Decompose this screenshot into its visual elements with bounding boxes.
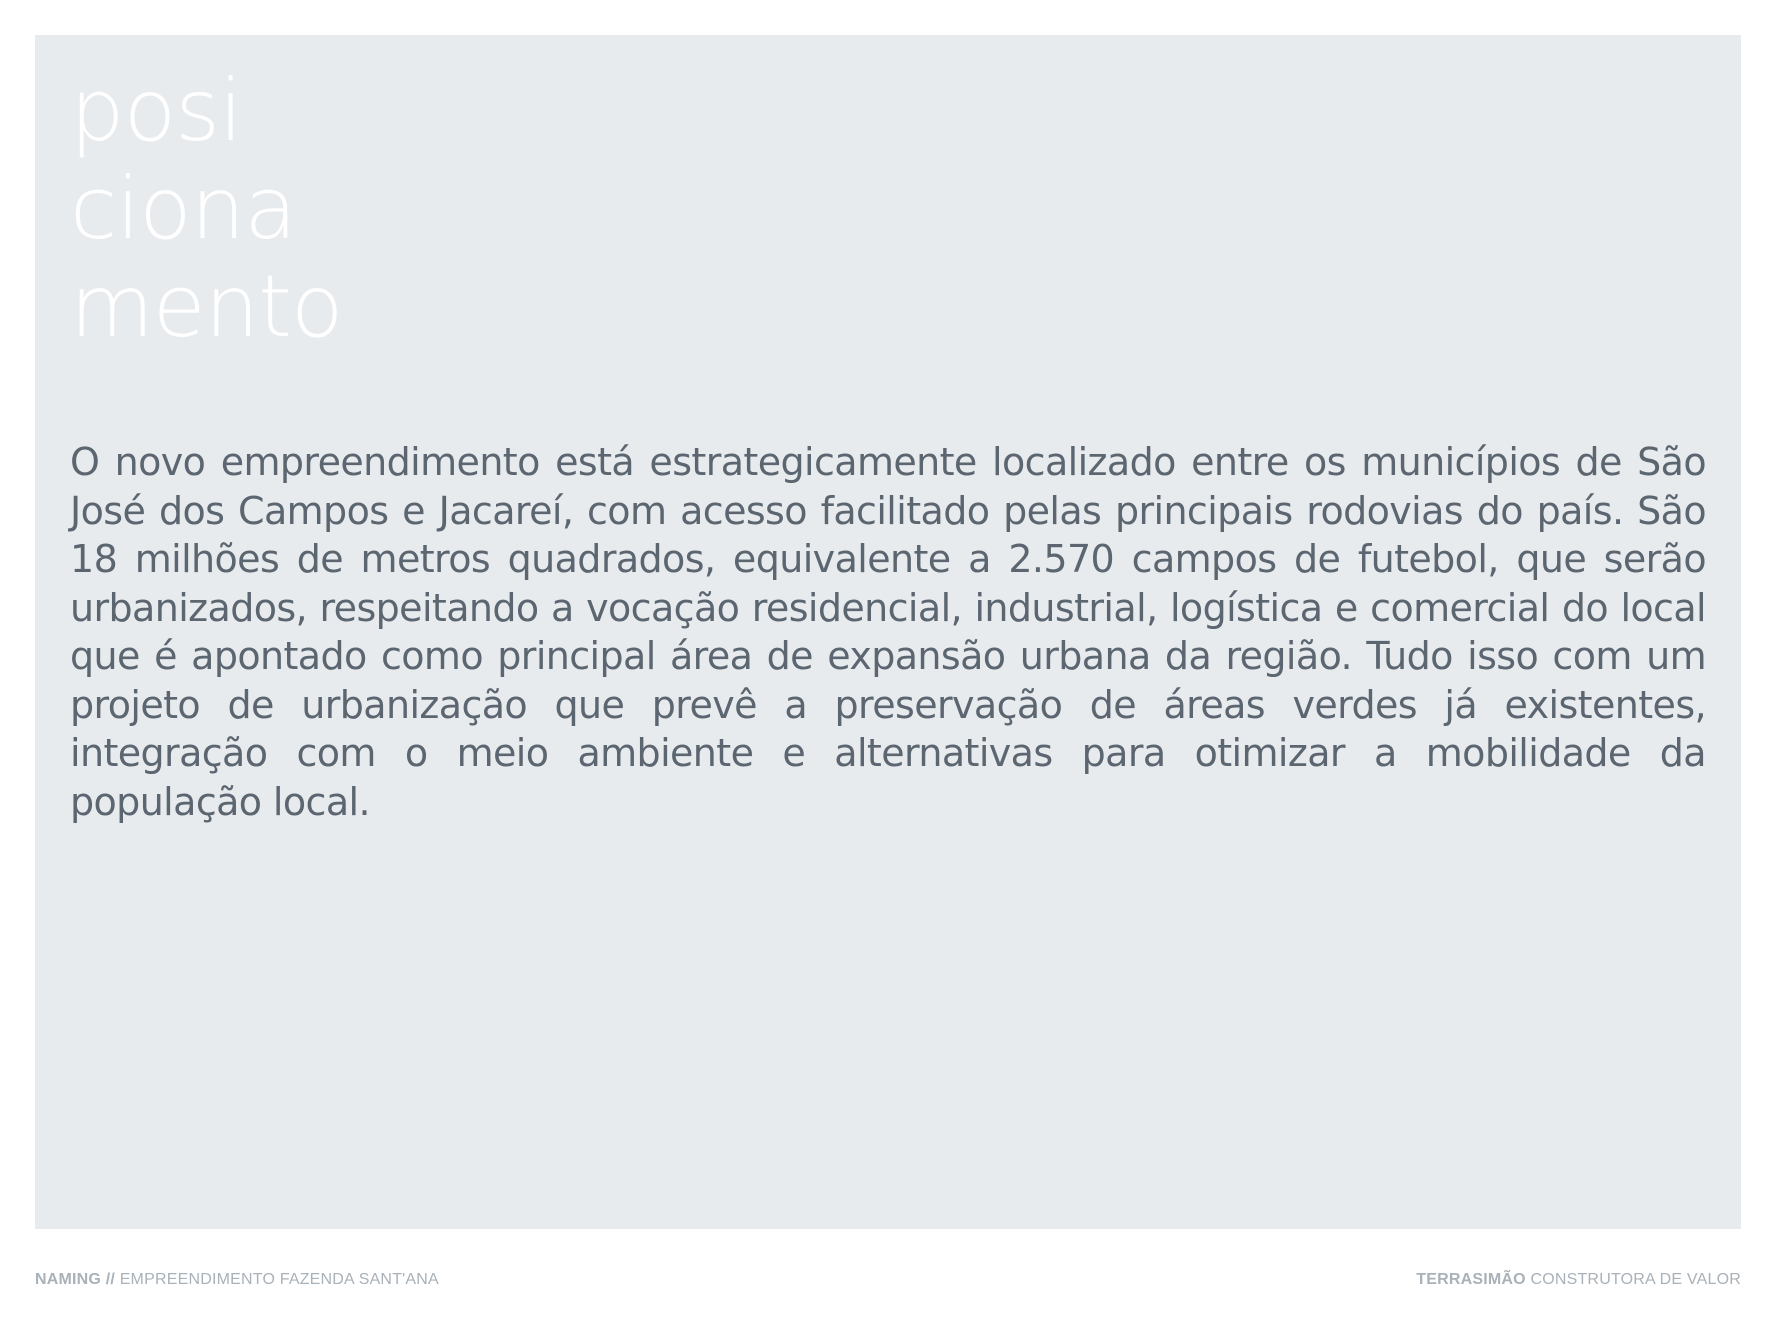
footer-left-text: EMPREENDIMENTO FAZENDA SANT'ANA (119, 1271, 439, 1288)
footer-right (1416, 1270, 1741, 1290)
title-line-1: posi (70, 61, 242, 161)
footer-right-strong: TERRASIMÃO (1416, 1271, 1526, 1288)
title-line-2: ciona (70, 159, 296, 259)
page-title (70, 62, 343, 356)
footer-left-strong: NAMING // (35, 1271, 116, 1288)
footer-right-text: CONSTRUTORA DE VALOR (1530, 1271, 1741, 1288)
footer-left (35, 1270, 439, 1290)
title-line-3: mento (70, 257, 343, 357)
body-paragraph: O novo empreendimento está estrategicamente localizado entre os municípios de São José dos Campos e Jacareí, com acesso facilitado pelas principais rodovias do país. São 18 milhões de metros quadrados, equivalente a 2.570 campos de futebol, que serão urbanizados, respeitando a vocação residencial, industrial, logística e comercial do local que é apontado como principal área de expansão urbana da região. Tudo isso com um projeto de urbanização que prevê a preservação de áreas verdes já existentes, integração com o meio ambiente e alternativas para otimizar a mobilidade da população local. (70, 440, 1706, 824)
